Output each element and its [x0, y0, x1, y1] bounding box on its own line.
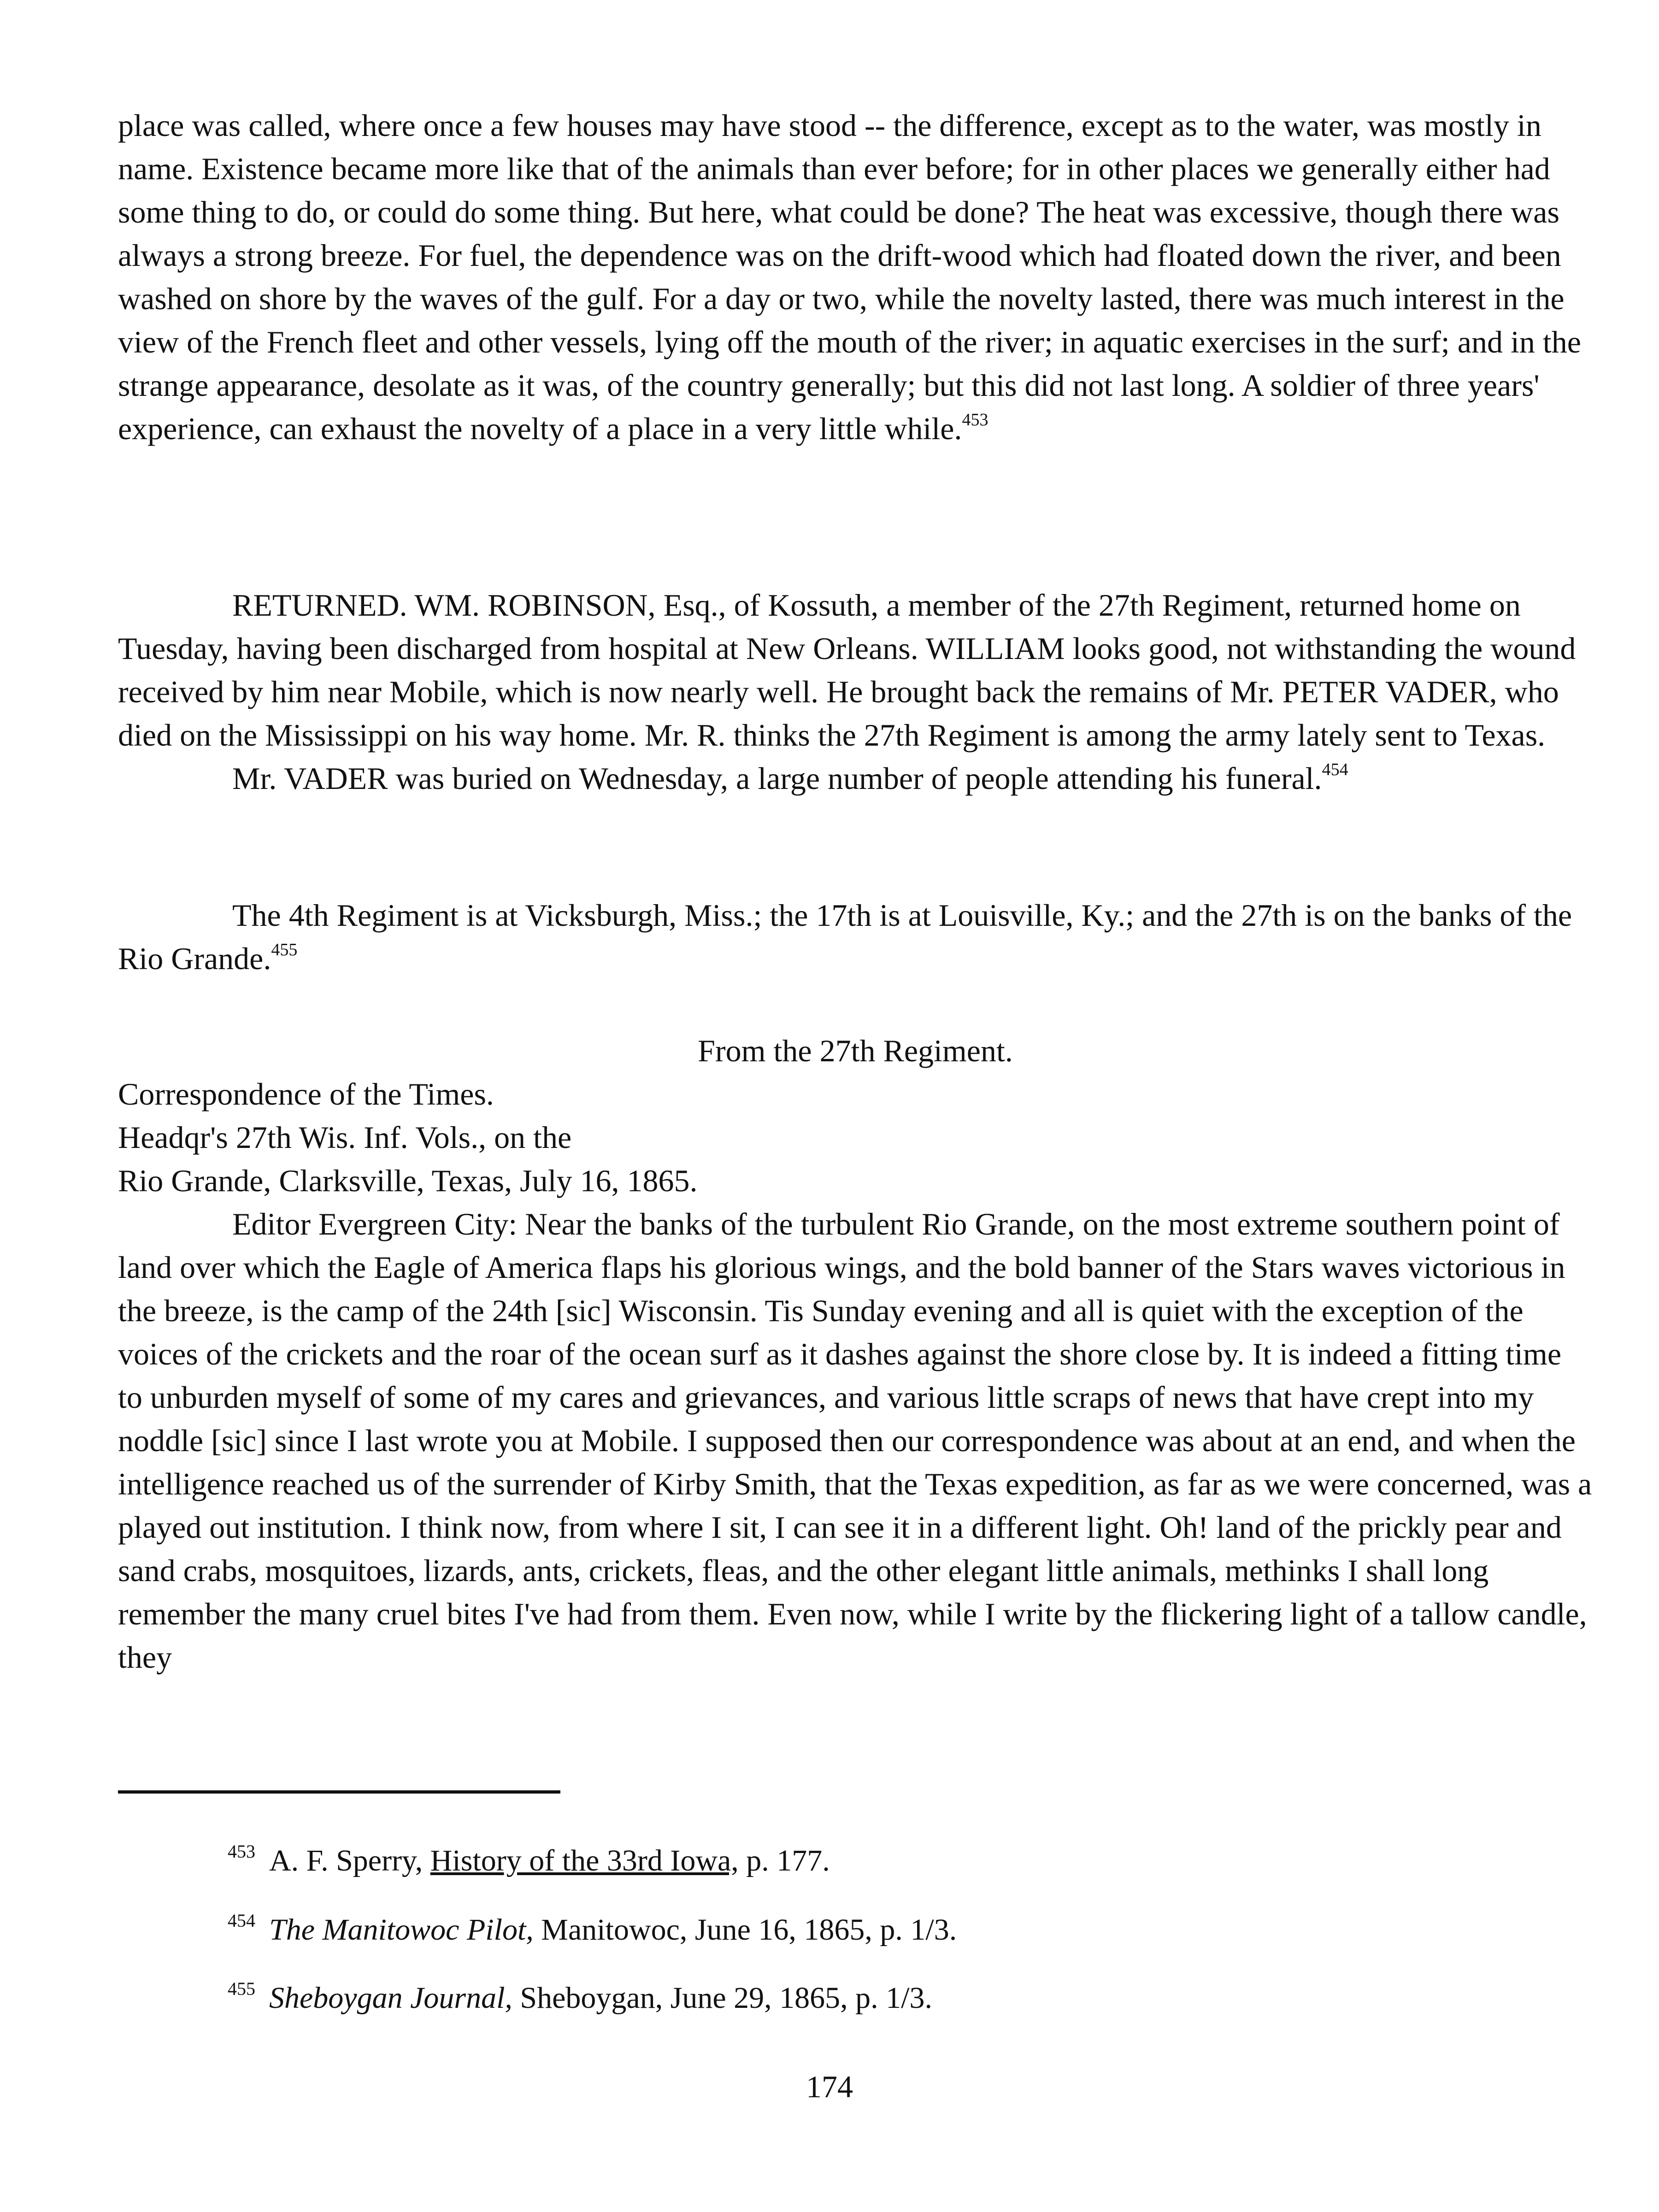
passage-returned: [118, 583, 1593, 800]
citation-title: The Manitowoc Pilot,: [269, 1913, 534, 1947]
paragraph: Mr. VADER was buried on Wednesday, a large number of people attending his funeral.$^{454}$: [232, 760, 1348, 796]
footnote-ref-455[interactable]: 455: [271, 940, 298, 959]
citation-title: History of the 33rd Iowa,: [430, 1844, 739, 1877]
paragraph: RETURNED. WM. ROBINSON, Esq., of Kossuth, a member of the 27th Regiment, returned home on Tuesday, having been discharged from hospital at New Orleans. WILLIAM looks good, not withstanding the wound received by him near Mobile, which is now nearly well. He brought back the remains of Mr. PETER VADER, who died on the Mississippi on his way home. Mr. R. thinks the 27th Regiment is among the army lately sent to Texas.: [118, 588, 1576, 753]
letter-body: Editor Evergreen City: Near the banks of the turbulent Rio Grande, on the most extreme southern point of land over which the Eagle of America flaps his glorious wings, and the bold banner of the Stars waves victorious in the breeze, is the camp of the 24th [sic] Wisconsin. Tis Sunday evening and all is quiet with the exception of the voices of the crickets and the roar of the ocean surf as it dashes against the shore close by. It is indeed a fitting time to unburden myself of some of my cares and grievances, and various little scraps of news that have crept into my noddle [sic] since I last wrote you at Mobile. I supposed then our correspondence was about at an end, and when the intelligence reached us of the surrender of Kirby Smith, that the Texas expedition, as far as we were concerned, was a played out institution. I think now, from where I sit, I can see it in a different light. Oh! land of the prickly pear and sand crabs, mosquitoes, lizards, ants, crickets, fleas, and the other elegant little animals, methinks I shall long remember the many cruel bites I've had from them. Even now, while I write by the flickering light of a tallow candle, they: [118, 1206, 1592, 1675]
page-number: 174: [806, 2069, 853, 2104]
footnote-ref-454[interactable]: 454: [1322, 760, 1348, 779]
passage-letter: [118, 1029, 1593, 1679]
footnote-453: $^{453}$ A. F. Sperry, History of the 33rd Iowa, p. 177.: [228, 1841, 830, 1877]
paragraph: place was called, where once a few houses may have stood -- the difference, except as to the water, was mostly in name. Existence became more like that of the animals than ever before; for in other places we generally either had some thing to do, or could do some thing. But here, what could be done? The heat was excessive, though there was always a strong breeze. For fuel, the dependence was on the drift-wood which had floated down the river, and been washed on shore by the waves of the gulf. For a day or two, while the novelty lasted, there was much interest in the view of the French fleet and other vessels, lying off the mouth of the river; in aquatic exercises in the surf; and in the strange appearance, desolate as it was, of the country generally; but this did not last long. A soldier of three years' experience, can exhaust the novelty of a place in a very little while.$^{453}$: [118, 108, 1581, 446]
passage-sperry: [118, 104, 1593, 450]
footnote-ref-453[interactable]: 453: [962, 410, 988, 429]
dateline: Headqr's 27th Wis. Inf. Vols., on the: [118, 1120, 572, 1155]
dateline: Correspondence of the Times.: [118, 1077, 494, 1112]
footnote-455: $^{455}$ Sheboygan Journal, Sheboygan, June 29, 1865, p. 1/3.: [228, 1978, 933, 2015]
footnote-divider: [118, 1790, 560, 1794]
paragraph: The 4th Regiment is at Vicksburgh, Miss.; the 17th is at Louisville, Ky.; and the 27th is on the banks of the Rio Grande.$^{455}$: [118, 898, 1572, 976]
section-heading: From the 27th Regiment.: [698, 1033, 1013, 1068]
dateline: Rio Grande, Clarksville, Texas, July 16, 1865.: [118, 1163, 698, 1198]
passage-regiments: [118, 894, 1593, 980]
citation-title: Sheboygan Journal,: [269, 1981, 512, 2015]
footnote-454: $^{454}$ The Manitowoc Pilot, Manitowoc, June 16, 1865, p. 1/3.: [228, 1910, 957, 1947]
